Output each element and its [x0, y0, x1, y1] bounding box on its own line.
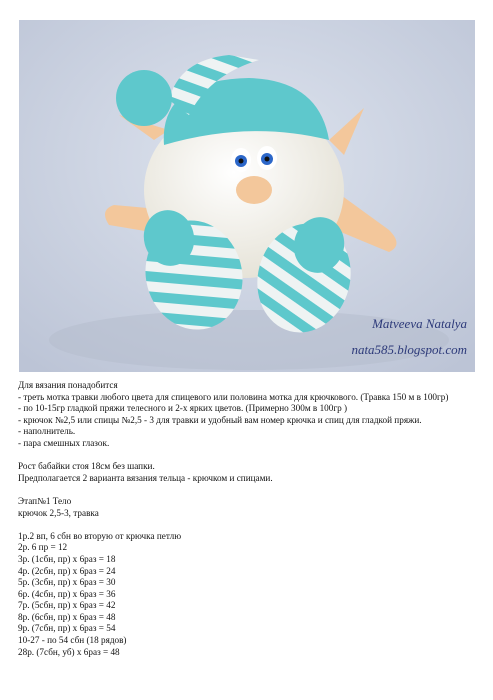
row-instruction: 28р. (7сбн, уб) х 6раз = 48 [18, 646, 120, 657]
row-instruction: 9р. (7сбн, пр) х 6раз = 54 [18, 623, 116, 634]
row-instruction: 3р. (1сбн, пр) х 6раз = 18 [18, 553, 116, 564]
row-instruction: 5р. (3сбн, пр) х 6раз = 30 [18, 577, 116, 588]
stage-title: Этап№1 Тело [18, 495, 72, 506]
pattern-text [18, 380, 478, 658]
row-instruction: 7р. (5сбн, пр) х 6раз = 42 [18, 600, 116, 611]
row-instruction: 6р. (4сбн, пр) х 6раз = 36 [18, 588, 116, 599]
stage-tool: крючок 2,5-3, травка [18, 507, 99, 518]
row-instruction: 2р. 6 пр = 12 [18, 542, 68, 553]
row-instruction: 1р.2 вп, 6 сбн во вторую от крючка петлю [18, 530, 182, 541]
photo-credit-blog: nata585.blogspot.com [351, 342, 467, 357]
row-instruction: 8р. (6сбн, пр) х 6раз = 48 [18, 611, 116, 622]
material-item: - пара смешных глазок. [18, 437, 110, 448]
toy-photo [19, 20, 475, 372]
material-item: - по 10-15гр гладкой пряжи телесного и 2-х ярких цветов. (Примерно 300м в 100гр ) [18, 403, 348, 414]
photo-credit-name: Matveeva Natalya [372, 316, 467, 331]
material-item: - наполнитель. [18, 426, 76, 437]
materials-heading: Для вязания понадобится [18, 380, 118, 390]
note: Рост бабайки стоя 18см без шапки. [18, 461, 155, 472]
note: Предполагается 2 варианта вязания тельца - крючком и спицами. [18, 472, 273, 483]
row-instruction: 10-27 - по 54 сбн (18 рядов) [18, 635, 127, 646]
row-instruction: 4р. (2сбн, пр) х 6раз = 24 [18, 565, 116, 576]
material-item: - крючок №2,5 или спицы №2,5 - 3 для травки и удобный вам номер крючка и спиц для гладкой пряжи. [18, 414, 422, 425]
material-item: - треть мотка травки любого цвета для спицевого или половина мотка для крючкового. (Травка 150 м в 100гр) [18, 391, 449, 402]
